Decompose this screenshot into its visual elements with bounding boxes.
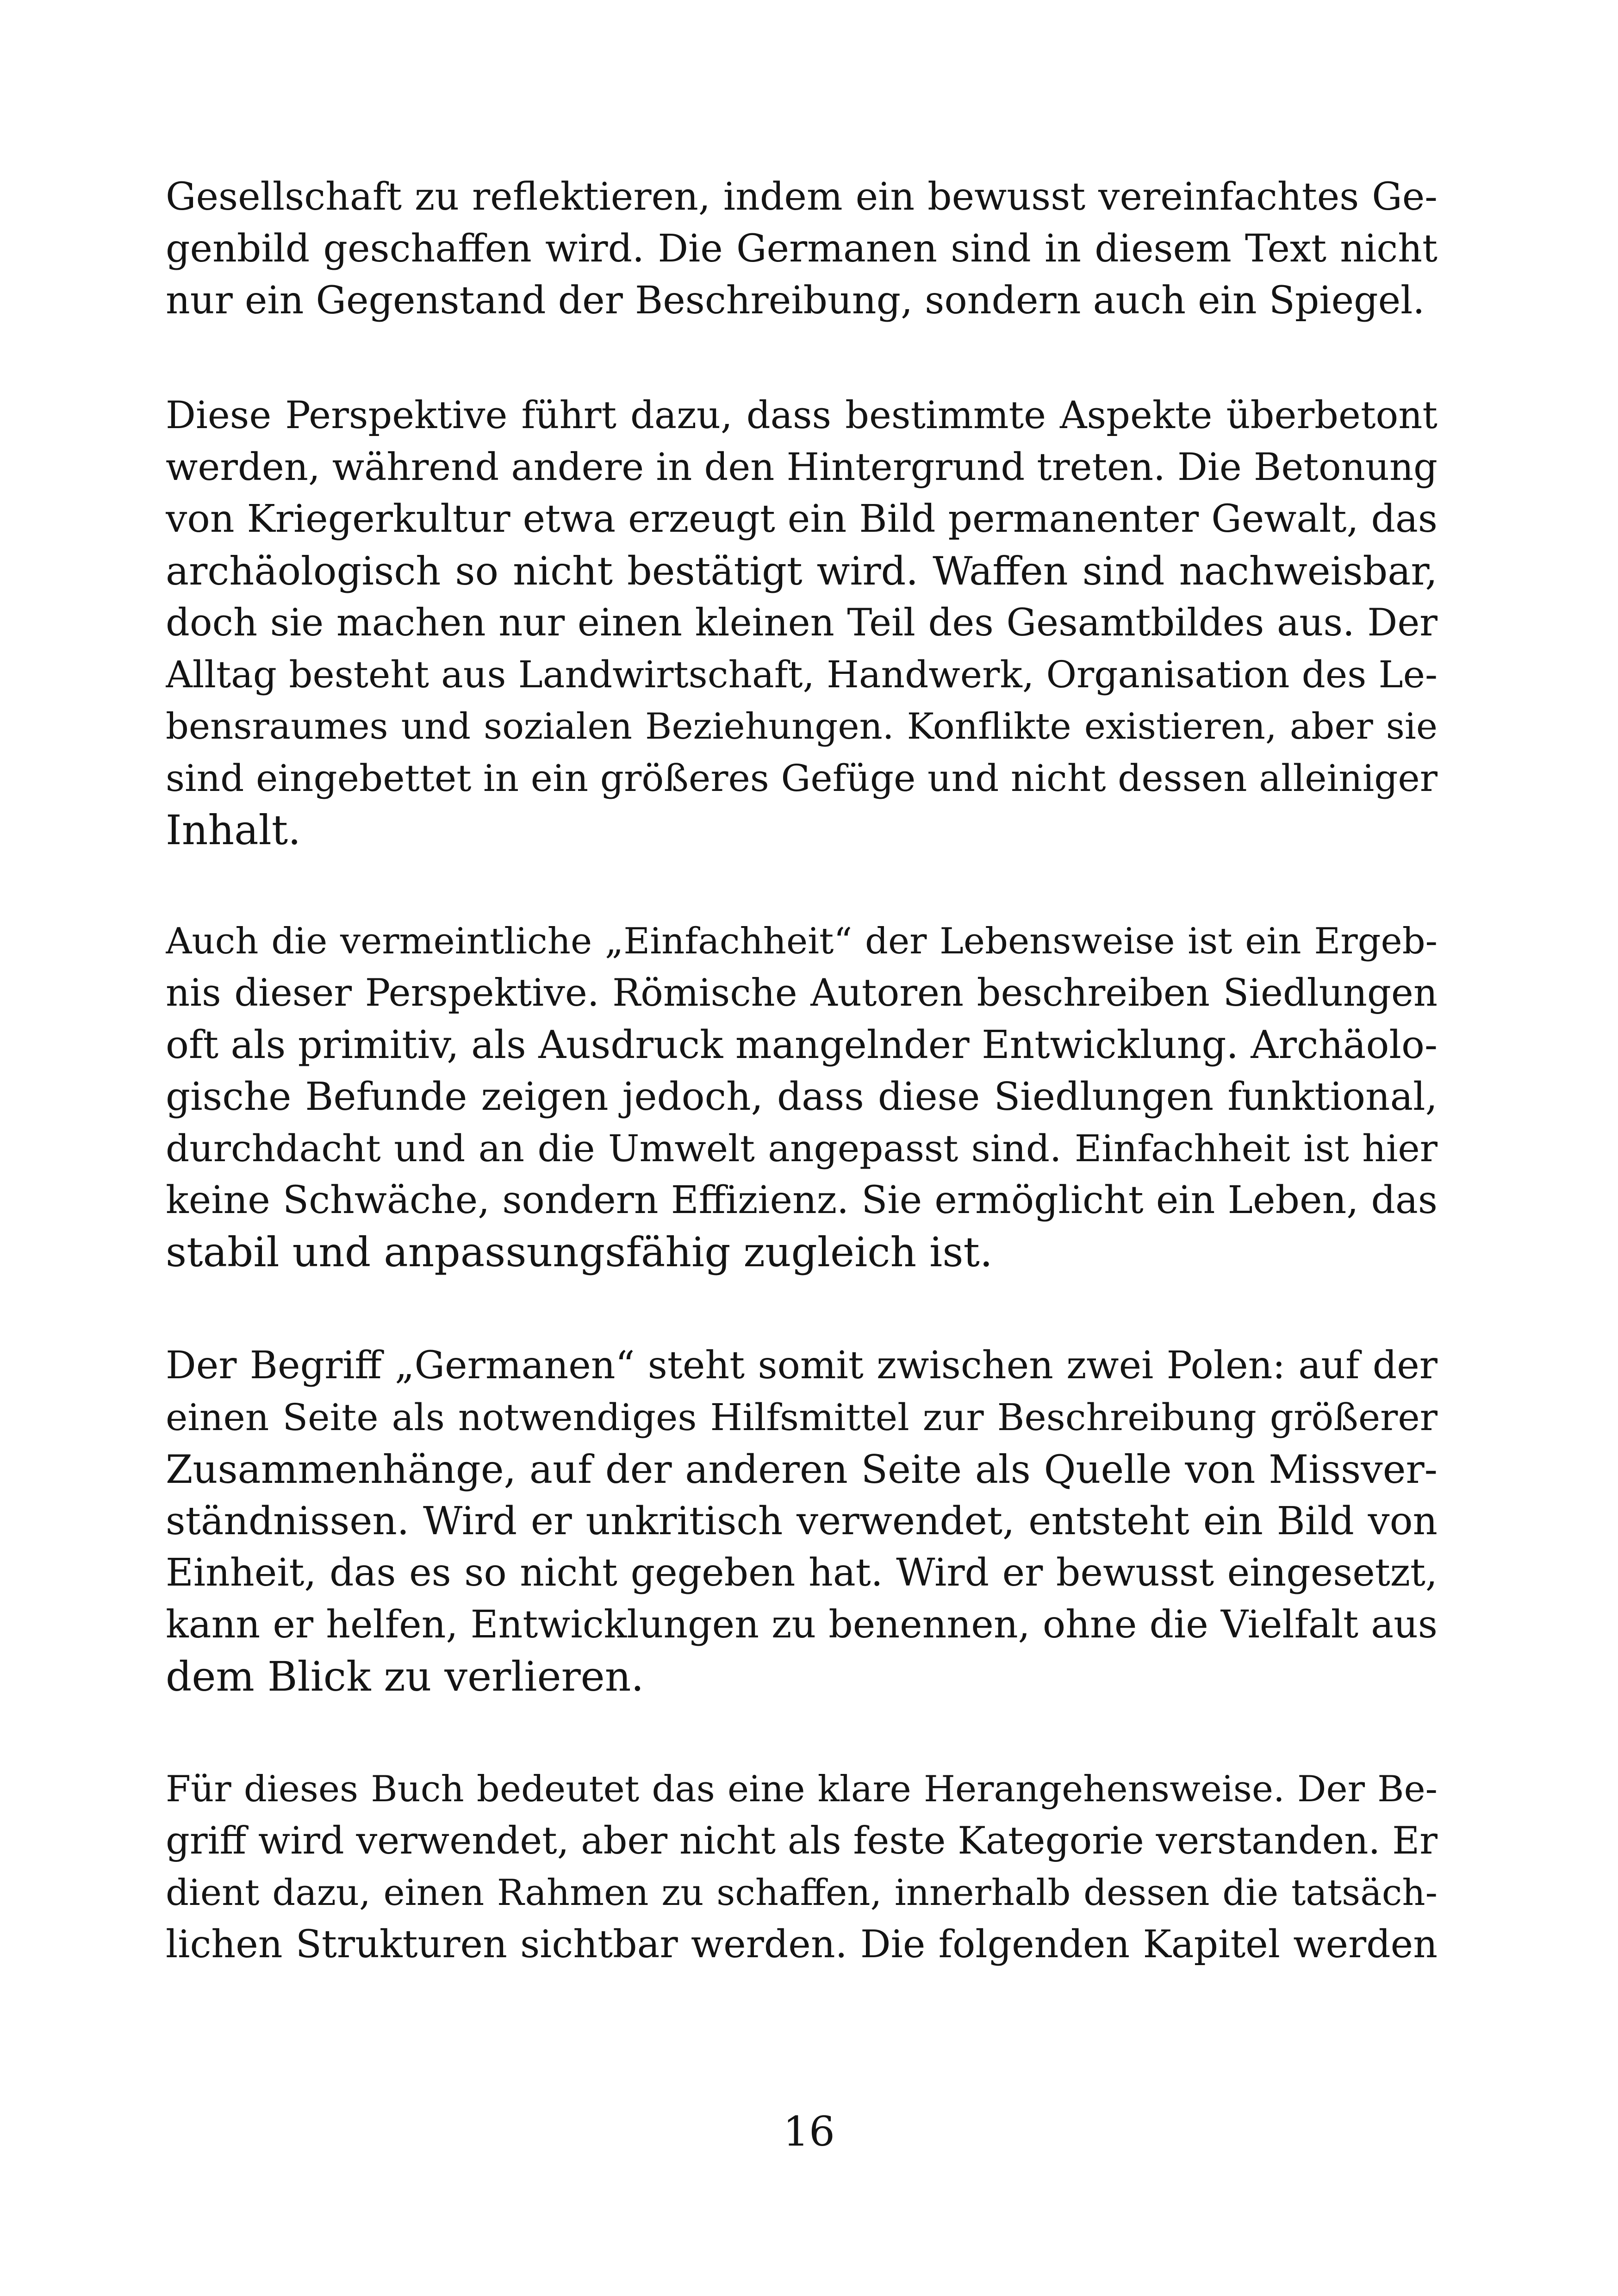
text-line: doch sie machen nur einen kleinen Teil des Gesamtbildes aus. Der (166, 601, 1438, 645)
text-line: griff wird verwendet, aber nicht als feste Kategorie verstanden. Er (166, 1819, 1438, 1863)
text-line: nis dieser Perspektive. Römische Autoren beschreiben Siedlungen (166, 971, 1438, 1015)
text-line: archäologisch so nicht bestätigt wird. Waffen sind nachweisbar, (166, 548, 1438, 594)
text-line: Alltag besteht aus Landwirtschaft, Handwerk, Organisation des Le- (166, 653, 1438, 696)
text-line: Einheit, das es so nicht gegeben hat. Wird er bewusst eingesetzt, (166, 1551, 1438, 1595)
text-line: Diese Perspektive führt dazu, dass bestimmte Aspekte überbetont (166, 394, 1438, 437)
text-line: lichen Strukturen sichtbar werden. Die folgenden Kapitel werden (166, 1923, 1438, 1966)
text-line: nur ein Gegenstand der Beschreibung, sondern auch ein Spiegel. (166, 279, 1425, 323)
text-line: von Kriegerkultur etwa erzeugt ein Bild permanenter Gewalt, das (166, 497, 1438, 541)
text-line: Inhalt. (166, 806, 301, 854)
text-line: sind eingebettet in ein größeres Gefüge und nicht dessen alleiniger (166, 757, 1438, 800)
paragraph-1 (166, 171, 1438, 327)
text-line: kann er helfen, Entwicklungen zu benennen, ohne die Vielfalt aus (166, 1603, 1438, 1647)
text-line: Für dieses Buch bedeutet das eine klare Herangehensweise. Der Be- (166, 1768, 1438, 1810)
paragraph-3 (166, 915, 1438, 1278)
text-line: Gesellschaft zu reflektieren, indem ein bewusst vereinfachtes Ge- (166, 175, 1438, 219)
text-line: durchdacht und an die Umwelt angepasst sind. Einfachheit ist hier (166, 1127, 1438, 1170)
text-line: werden, während andere in den Hintergrund treten. Die Betonung (166, 446, 1438, 489)
paragraph-2 (166, 390, 1438, 856)
text-line: ständnissen. Wird er unkritisch verwendet, entsteht ein Bild von (166, 1499, 1438, 1543)
text-line: genbild geschaffen wird. Die Germanen sind in diesem Text nicht (166, 227, 1438, 271)
paragraph-5 (166, 1763, 1438, 1971)
text-line: gische Befunde zeigen jedoch, dass diese Siedlungen funktional, (166, 1074, 1438, 1119)
text-line: oft als primitiv, als Ausdruck mangelnder Entwicklung. Archäolo- (166, 1022, 1438, 1067)
text-line: bensraumes und sozialen Beziehungen. Konflikte existieren, aber sie (166, 706, 1438, 747)
text-line: Der Begriff „Germanen“ steht somit zwischen zwei Polen: auf der (166, 1344, 1438, 1388)
text-line: dient dazu, einen Rahmen zu schaffen, innerhalb dessen die tatsäch- (166, 1872, 1438, 1914)
text-line: einen Seite als notwendiges Hilfsmittel zur Beschreibung größerer (166, 1396, 1438, 1439)
text-line: stabil und anpassungsfähig zugleich ist. (166, 1228, 993, 1276)
text-line: keine Schwäche, sondern Effizienz. Sie ermöglicht ein Leben, das (166, 1178, 1438, 1222)
text-line: dem Blick zu verlieren. (166, 1653, 644, 1700)
page-number: 16 (783, 2108, 835, 2155)
text-line: Zusammenhänge, auf der anderen Seite als Quelle von Missver- (166, 1447, 1438, 1492)
text-line: Auch die vermeintliche „Einfachheit“ der Lebensweise ist ein Ergeb- (166, 921, 1438, 962)
paragraph-4 (166, 1340, 1438, 1703)
